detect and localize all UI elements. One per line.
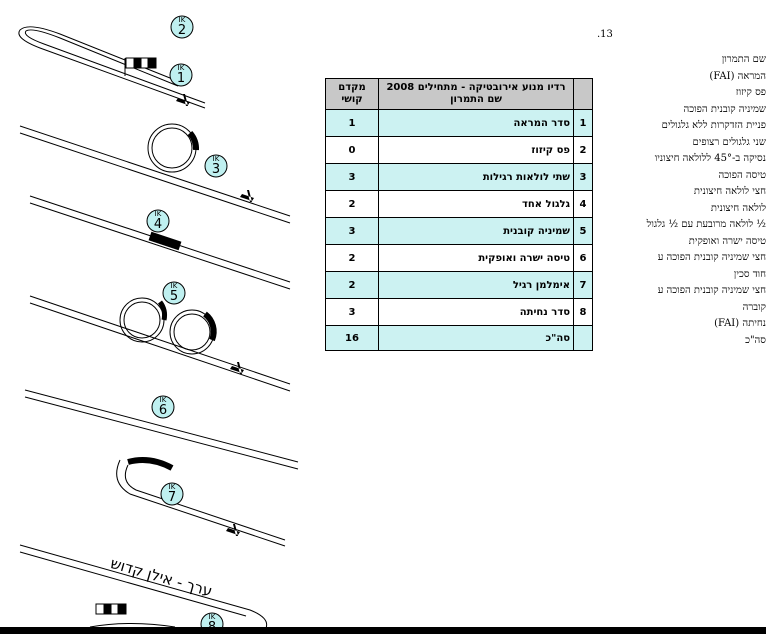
row-name: אימלמן רגיל bbox=[379, 272, 574, 299]
row-num: 3 bbox=[574, 164, 593, 191]
header-subtitle: שם התמרון bbox=[450, 94, 502, 105]
airplane-icon bbox=[176, 94, 190, 106]
table-row bbox=[326, 218, 593, 245]
list-item: נסיקה ב-45° ללולאה חיצוניו bbox=[654, 153, 766, 164]
total-label: סה"כ bbox=[379, 326, 574, 351]
table-row bbox=[326, 299, 593, 326]
list-item: סה"כ bbox=[745, 334, 766, 346]
row-name: שתי לולאות רגילות bbox=[379, 164, 574, 191]
total-num-cell bbox=[574, 326, 593, 351]
row-name: פס קיזוז bbox=[379, 137, 574, 164]
badge-prefix: IK bbox=[154, 210, 162, 218]
row-num: 6 bbox=[574, 245, 593, 272]
row-name: גלגול אחד bbox=[379, 191, 574, 218]
row-name: טיסה ישרה ואופקית bbox=[379, 245, 574, 272]
list-item: שמיניה קובנית הפוכה bbox=[683, 103, 766, 115]
maneuver-path-cuban-eight bbox=[30, 296, 290, 384]
badge-number: 5 bbox=[169, 289, 179, 304]
row-num: 1 bbox=[574, 110, 593, 137]
list-item: נחיתה (FAI) bbox=[714, 318, 766, 329]
row-name: שמיניה קובנית bbox=[379, 218, 574, 245]
list-item: שני גלגולים רצופים bbox=[692, 136, 766, 148]
badge-prefix: IK bbox=[178, 16, 186, 24]
list-item: לולאה חיצונית bbox=[710, 202, 766, 214]
badge-number: 4 bbox=[153, 217, 163, 232]
maneuver-diagram bbox=[0, 0, 310, 634]
row-num: 5 bbox=[574, 218, 593, 245]
badge-prefix: IK bbox=[208, 613, 216, 621]
row-coef: 2 bbox=[326, 272, 379, 299]
list-item: שם התמרון bbox=[721, 54, 766, 65]
row-coef: 2 bbox=[326, 191, 379, 218]
maneuvers-table bbox=[325, 78, 593, 351]
bottom-border-bar bbox=[0, 627, 766, 634]
table-row bbox=[326, 164, 593, 191]
diagram-credit: ערך - אילן קדוש bbox=[108, 554, 215, 601]
row-coef: 2 bbox=[326, 245, 379, 272]
table-row bbox=[326, 110, 593, 137]
header-num-cell bbox=[574, 79, 593, 110]
table-row bbox=[326, 191, 593, 218]
row-name: סדר נחיתה bbox=[379, 299, 574, 326]
badge-prefix: IK bbox=[177, 64, 185, 72]
badge-number: 6 bbox=[158, 403, 168, 418]
badge-prefix: IK bbox=[212, 155, 220, 163]
row-coef: 0 bbox=[326, 137, 379, 164]
list-item: קוברה bbox=[742, 301, 766, 313]
row-num: 8 bbox=[574, 299, 593, 326]
row-coef: 3 bbox=[326, 218, 379, 245]
row-name: סדר המראה bbox=[379, 110, 574, 137]
maneuver-list bbox=[596, 52, 766, 349]
badge-prefix: IK bbox=[170, 282, 178, 290]
header-title-cell bbox=[379, 79, 574, 110]
maneuver-path-immelmann bbox=[117, 460, 285, 546]
badge-number: 2 bbox=[177, 23, 187, 38]
badge-prefix: IK bbox=[159, 396, 167, 404]
row-coef: 3 bbox=[326, 164, 379, 191]
header-title: רדיו מנוע אירובטיקה - מתחילים 2008 bbox=[386, 82, 566, 93]
table-row bbox=[326, 137, 593, 164]
row-coef: 3 bbox=[326, 299, 379, 326]
header-coef-line1: מקדם bbox=[338, 82, 366, 93]
list-item: טיסה הפוכה bbox=[718, 169, 766, 181]
header-coef-line2: קושי bbox=[341, 94, 363, 105]
badge-number: 3 bbox=[211, 162, 221, 177]
table-row bbox=[326, 272, 593, 299]
list-item: חצי שמיניה קובנית הפוכה ע bbox=[657, 252, 766, 263]
list-item: ½ לולאה מרובעת עם ½ גלגול bbox=[646, 219, 766, 230]
table-header-row bbox=[326, 79, 593, 110]
list-item: המראה (FAI) bbox=[709, 70, 766, 82]
row-coef: 1 bbox=[326, 110, 379, 137]
row-num: 2 bbox=[574, 137, 593, 164]
table-total-row bbox=[326, 326, 593, 351]
total-value: 16 bbox=[326, 326, 379, 351]
badge-number: 1 bbox=[176, 71, 186, 86]
list-item: פס קיזוז bbox=[735, 87, 766, 98]
row-num: 4 bbox=[574, 191, 593, 218]
table-row bbox=[326, 245, 593, 272]
maneuver-path-loops bbox=[20, 126, 290, 216]
list-item: פניית הזדקרות ללא גלגולים bbox=[661, 120, 766, 131]
list-item: חצי לולאה חיצונית bbox=[693, 186, 766, 197]
list-item: חצי שמיניה קובנית הפוכה ע bbox=[657, 285, 766, 296]
list-item: טיסה ישרה ואופקית bbox=[688, 235, 766, 247]
list-item: חוד סכין bbox=[733, 268, 766, 280]
badge-number: 7 bbox=[167, 490, 177, 505]
header-coef-cell bbox=[326, 79, 379, 110]
row-num: 7 bbox=[574, 272, 593, 299]
badge-prefix: IK bbox=[168, 483, 176, 491]
page-number: .13 bbox=[597, 29, 613, 40]
